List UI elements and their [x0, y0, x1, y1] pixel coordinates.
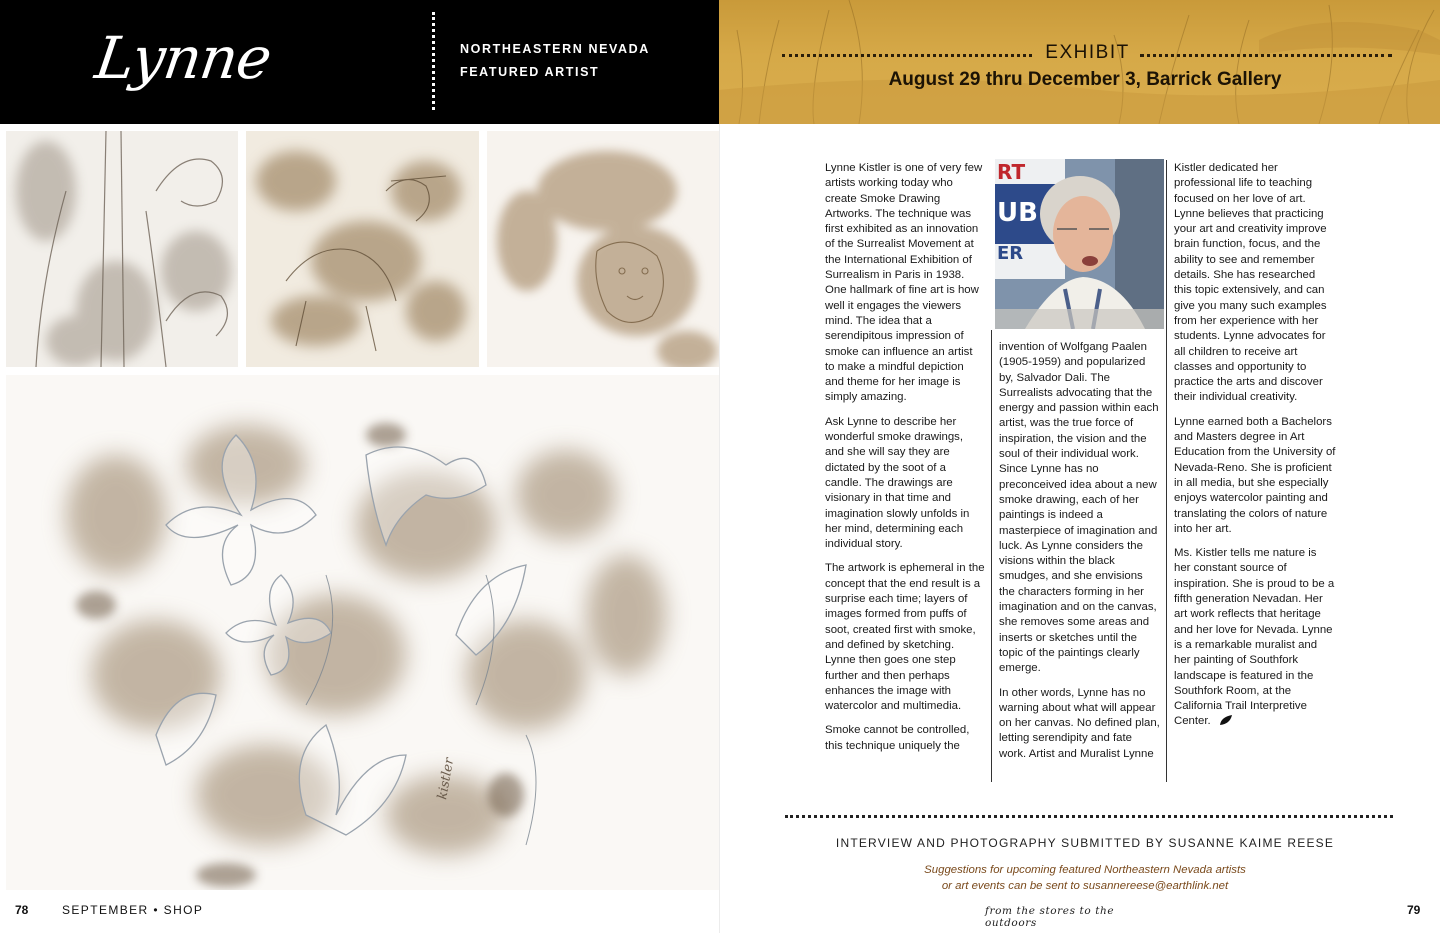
article-paragraph	[1174, 546, 1336, 730]
leaf-end-mark-icon	[1219, 714, 1233, 726]
article-paragraph: Lynne Kistler is one of very few artists working today who create Smoke Drawing Artworks. The technique was first exhibited as an innovation of the Surrealist Movement at the International Exhibition of Surrealism in Paris in 1938. One hallmark of fine art is how well it engages the viewers mind. The idea that a serendipitous impression of smoke can influence an artist to make a mindful depiction and theme for her image is simply amazing.	[825, 162, 983, 404]
article-paragraph-text: Ms. Kistler tells me nature is her constant source of inspiration. She is proud to be a fifth generation Nevadan. Her art work reflects that heritage and her love for Nevada. Lynne is a remarkable muralist and her painting of Southfork landscape is featured in the Southfork Room, at the California Trail Interpretive Center.	[1174, 547, 1335, 728]
subtitle-line-2: FEATURED ARTIST	[460, 65, 600, 79]
credit-dotted-rule	[785, 815, 1393, 818]
artwork-horse-rider	[246, 131, 479, 367]
header-subtitle	[460, 38, 700, 84]
article-paragraph: The artwork is ephemeral in the concept that the end result is a surprise each time; layers of images formed from puffs of soot, created first with smoke, and defined by sketching. Lynne then goes one step further and then perhaps enhances the image with watercolor and multimedia.	[825, 562, 985, 713]
subtitle-line-1: NORTHEASTERN NEVADA	[460, 42, 650, 56]
article-paragraph: In other words, Lynne has no warning about what will appear on her canvas. No defined plan, letting serendipity and fate work. Artist and Muralist Lynne	[999, 686, 1160, 760]
article-paragraph: Smoke cannot be controlled, this technique uniquely the	[825, 724, 970, 752]
header-dotted-divider	[432, 12, 435, 110]
smoke-drawing-horse-rider-icon	[246, 131, 479, 367]
svg-text:ER: ER	[997, 243, 1024, 264]
credit-line: INTERVIEW AND PHOTOGRAPHY SUBMITTED BY SUSANNE KAIME REESE	[835, 836, 1335, 850]
artwork-horses-trees	[6, 131, 238, 367]
suggestion-note	[785, 862, 1385, 894]
page-gutter	[719, 124, 720, 933]
artist-portrait	[995, 159, 1164, 329]
page-number-left: 78	[15, 903, 29, 917]
suggestion-line-2: or art events can be sent to susannereese@earthlink.net	[941, 880, 1229, 892]
exhibit-dotted-rule-left	[782, 54, 1032, 57]
article-column-1	[825, 161, 985, 763]
artwork-lion	[487, 131, 719, 367]
article-paragraph: Lynne earned both a Bachelors and Masters degree in Art Education from the University of Nevada-Reno. She is proficient in all media, but she especially enjoys watercolor painting and translating the colors of nature into her art.	[1174, 415, 1336, 535]
exhibit-label: EXHIBIT	[1045, 42, 1130, 63]
artwork-flowers-bird	[6, 375, 719, 890]
artist-name-title: Lynne	[91, 24, 276, 92]
svg-text:kistler: kistler	[435, 756, 458, 801]
svg-text:UB: UB	[997, 198, 1038, 228]
smoke-drawing-horses-trees-icon	[6, 131, 238, 367]
smoke-drawing-flowers-bird-icon	[6, 375, 719, 890]
column-divider-1	[991, 330, 992, 782]
article-column-3	[1174, 161, 1336, 739]
svg-text:RT: RT	[997, 160, 1026, 184]
article-column-2	[999, 340, 1161, 771]
article-paragraph: Ask Lynne to describe her wonderful smoke drawings, and she will say they are dictated by the soot of a candle. The drawings are visionary in that time and imagination slowly unfolds in her mind, determining each individual story.	[825, 415, 970, 551]
page-number-right: 79	[1407, 903, 1421, 917]
footer-tagline: from the stores to the outdoors	[985, 905, 1115, 929]
article-paragraph: invention of Wolfgang Paalen (1905-1959) and popularized by, Salvador Dali. The Surrealists advocating that the energy and passion within each artist, was the true force of inspiration, the vision and the soul of their individual work. Since Lynne has no preconceived idea about a new smoke drawing, each of her paintings is indeed a masterpiece of imagination and luck. As Lynne considers the visions within the black smudges, and she envisions the characters forming in her imagination and on the canvas, she removes some areas and inserts or sketches until the topic of the paintings clearly emerge.	[999, 341, 1159, 675]
artist-portrait-photo-icon	[995, 159, 1164, 329]
exhibit-dates: August 29 thru December 3, Barrick Gallery	[888, 69, 1282, 90]
footer-section-label: SEPTEMBER • SHOP	[62, 903, 204, 917]
article-paragraph: Kistler dedicated her professional life to teaching focused on her love of art. Lynne believes that practicing your art and creativity improve brain function, focus, and the ability to see and remember details. She has researched this topic extensively, and can give you many such examples from her experience with her students. Lynne advocates for all children to receive art classes and opportunity to practice the arts and discover their individual creativity.	[1174, 162, 1327, 404]
exhibit-dotted-rule-right	[1140, 54, 1392, 57]
suggestion-line-1: Suggestions for upcoming featured Northeastern Nevada artists	[924, 864, 1246, 876]
column-divider-2	[1166, 160, 1167, 782]
smoke-drawing-lion-icon	[487, 131, 719, 367]
